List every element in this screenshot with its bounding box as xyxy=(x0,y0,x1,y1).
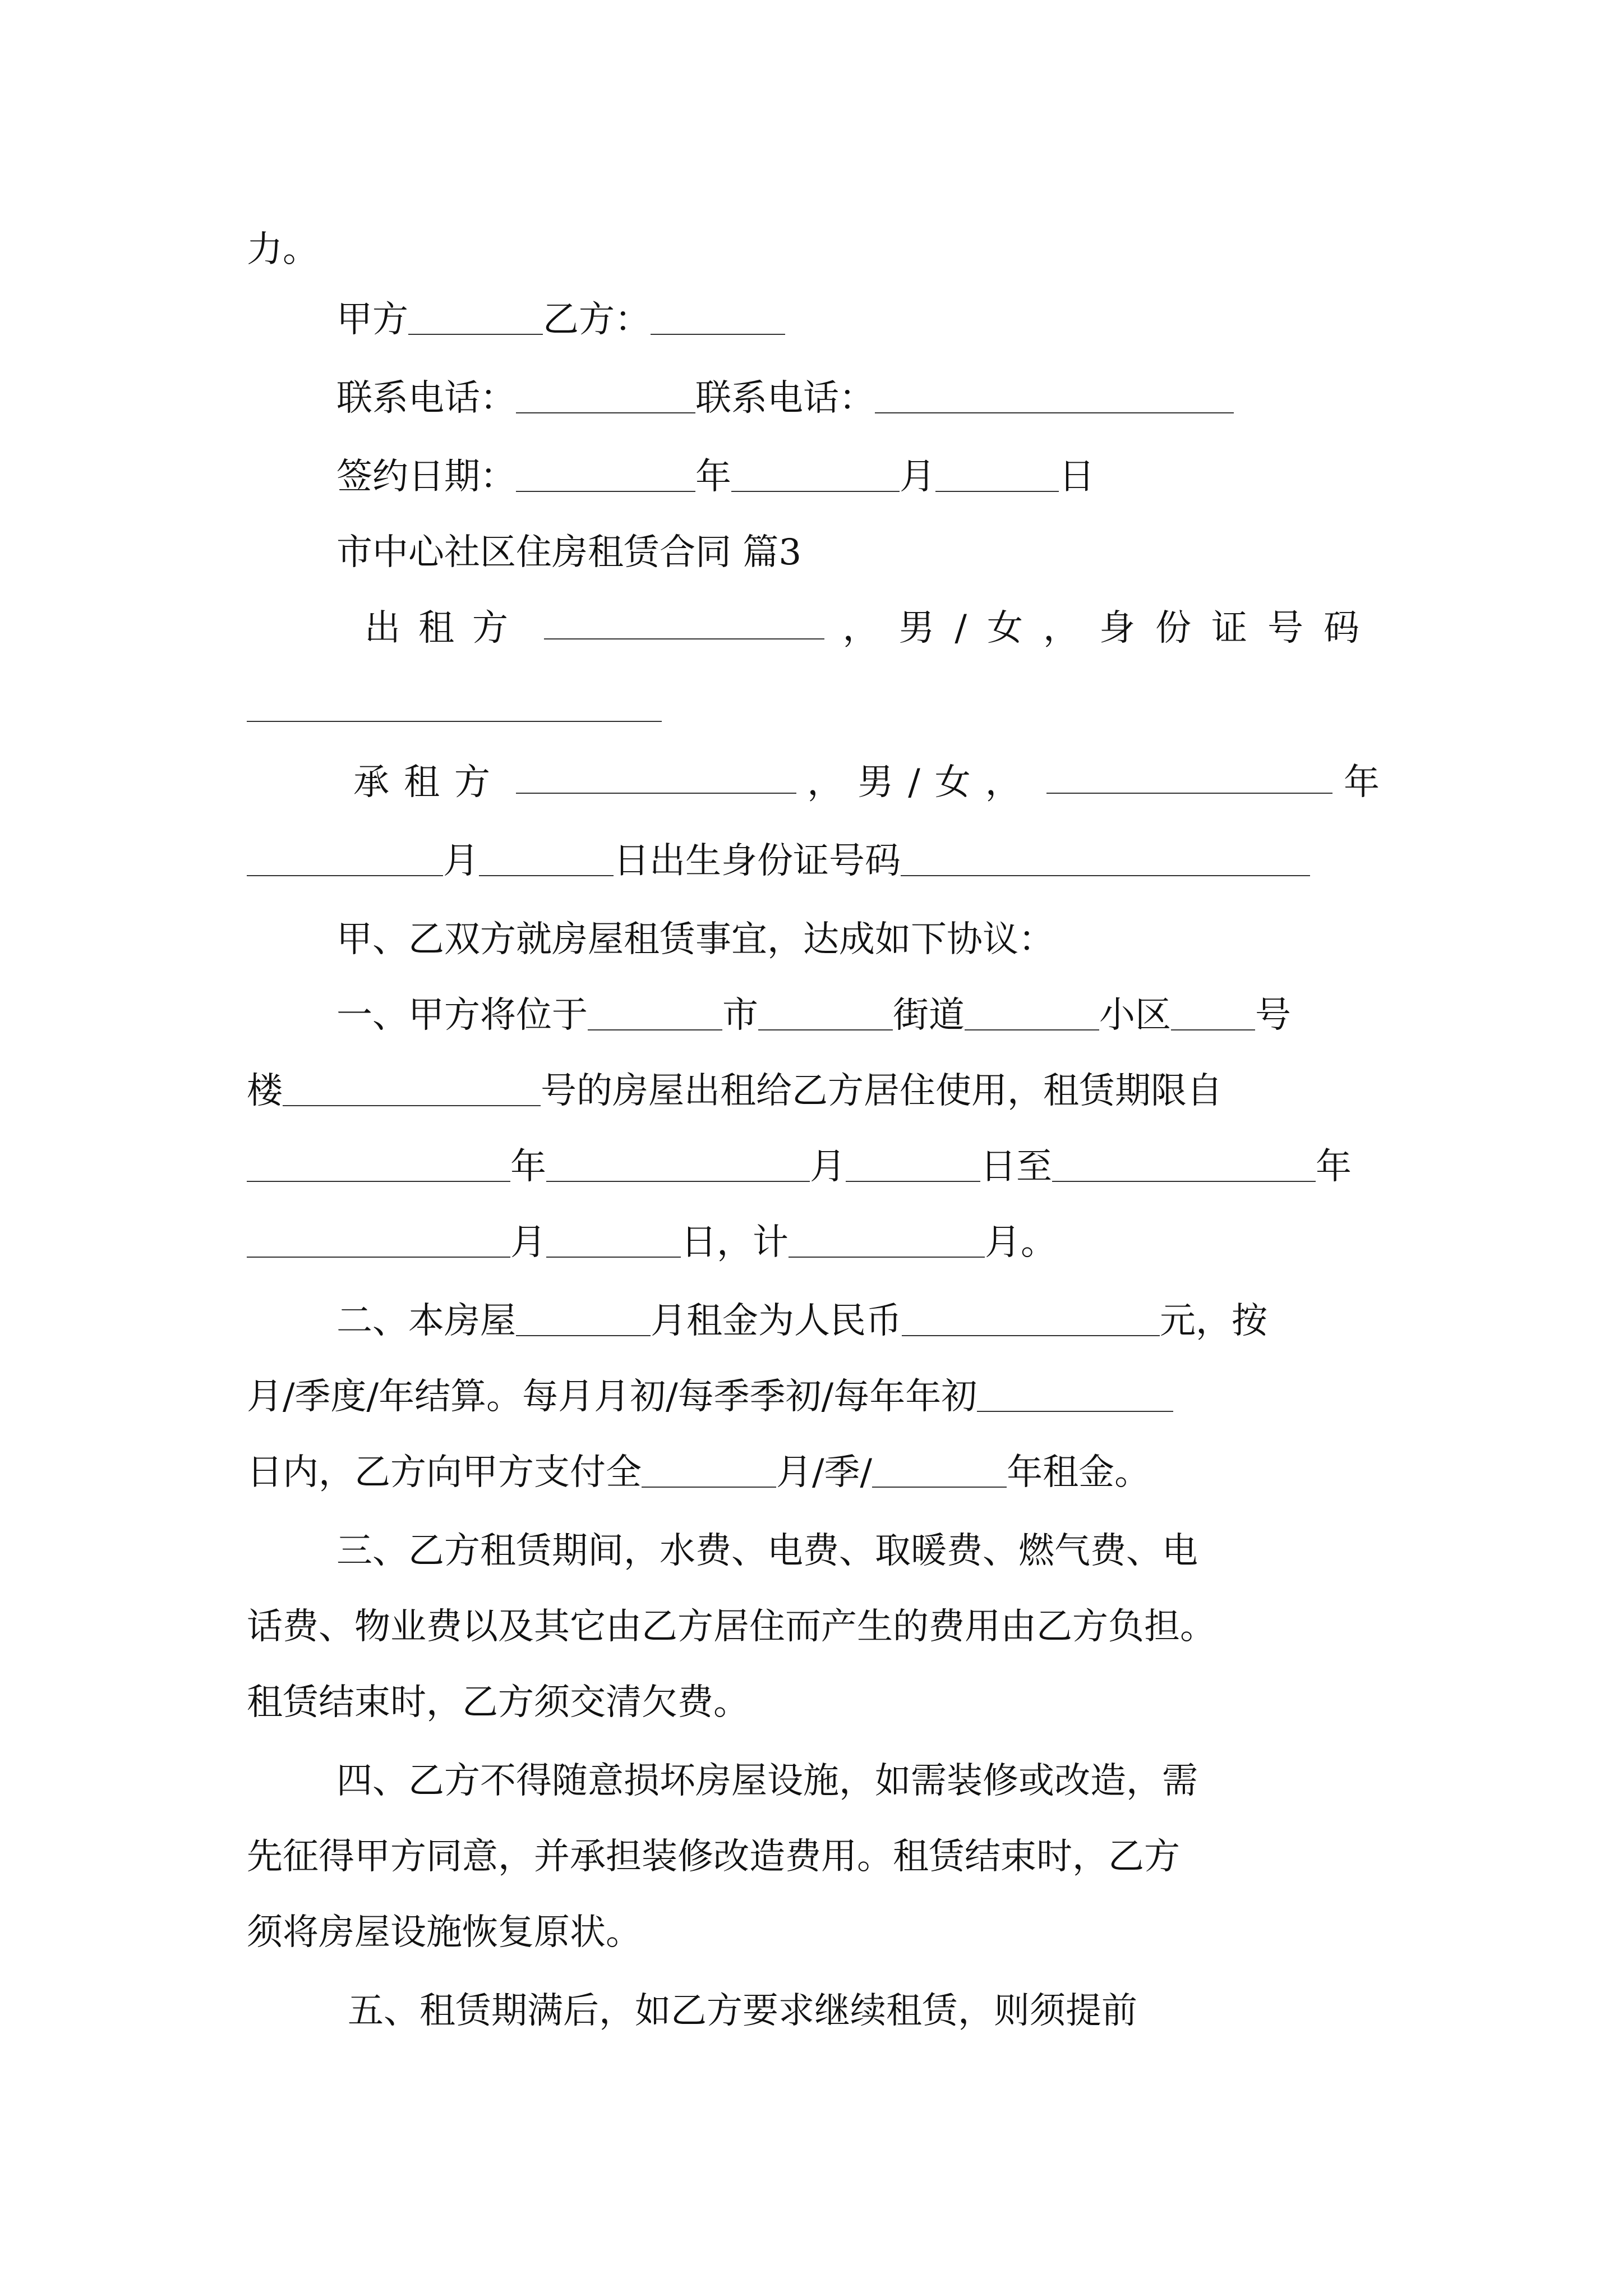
blank-line xyxy=(544,600,824,639)
blank-line xyxy=(758,991,893,1030)
blank-line xyxy=(247,683,662,722)
blank-line xyxy=(935,453,1059,492)
blank-line xyxy=(872,1448,1007,1488)
lessee-line: 承租方 ，男/女， 年 xyxy=(353,754,1380,811)
blank-line xyxy=(1046,754,1332,794)
blank-line xyxy=(516,1297,651,1336)
blank-line xyxy=(546,1218,681,1258)
clause-2: 二、本房屋 月租金为人民币 元，按 xyxy=(336,1293,1380,1349)
blank-line xyxy=(977,1373,1173,1412)
signature-line-parties: 甲方 乙方： xyxy=(336,292,1380,348)
text-line: 须将房屋设施恢复原状。 xyxy=(247,1912,642,1953)
blank-line xyxy=(789,1218,985,1258)
blank-line xyxy=(642,1448,776,1488)
text-line: 楼 号的房屋出租给乙方居住使用，租赁期限自 xyxy=(247,1063,1380,1119)
text-line: 月/季度/年结算。每月月初/每季季初/每年年初 xyxy=(247,1369,1380,1425)
text-line: 先征得甲方同意，并承担装修改造费用。租赁结束时，乙方 xyxy=(247,1836,1180,1878)
blank-line xyxy=(875,374,1234,413)
clause-1: 一、甲方将位于 市 街道 小区 号 xyxy=(336,987,1380,1043)
text-line: 月 日，计 月。 xyxy=(247,1214,1380,1271)
blank-line xyxy=(247,1218,510,1258)
blank-line xyxy=(516,754,796,794)
signature-line-phone: 联系电话： 联系电话： xyxy=(336,370,1380,426)
blank-line xyxy=(731,453,900,492)
blank-line xyxy=(1052,1143,1316,1182)
lessor-line: 出租方 ，男/女，身份证号码 xyxy=(365,600,1380,656)
clause-5: 五、租赁期满后，如乙方要求继续租赁，则须提前 xyxy=(348,1990,1137,2032)
blank-line xyxy=(588,991,722,1030)
blank-line xyxy=(965,991,1099,1030)
blank-line xyxy=(516,453,695,492)
blank-line xyxy=(247,837,443,876)
text-line: 月 日出生身份证号码 xyxy=(247,833,1380,889)
text-line: 话费、物业费以及其它由乙方居住而产生的费用由乙方负担。 xyxy=(247,1606,1216,1648)
blank-line xyxy=(846,1143,980,1182)
blank-line xyxy=(1171,991,1255,1030)
blank-line xyxy=(901,837,1310,876)
text-line: 力。 xyxy=(247,229,319,270)
blank-line xyxy=(479,837,614,876)
clause-3: 三、乙方租赁期间，水费、电费、取暖费、燃气费、电 xyxy=(336,1530,1198,1572)
text-line: 日内，乙方向甲方支付全 月/季/ 年租金。 xyxy=(247,1444,1380,1501)
text-line: 年 月 日至 年 xyxy=(247,1139,1380,1195)
text-line: 甲、乙双方就房屋租赁事宜，达成如下协议： xyxy=(336,919,1054,960)
blank-line xyxy=(516,374,695,413)
blank-line xyxy=(247,1143,510,1182)
signature-line-date: 签约日期： 年 月 日 xyxy=(336,449,1380,505)
blank-line xyxy=(408,296,543,335)
blank-line xyxy=(283,1067,541,1106)
section-heading: 市中心社区住房租赁合同 篇3 xyxy=(336,532,802,573)
blank-line xyxy=(651,296,785,335)
text-line xyxy=(247,679,1380,735)
blank-line xyxy=(902,1297,1160,1336)
text-line: 租赁结束时，乙方须交清欠费。 xyxy=(247,1682,749,1723)
clause-4: 四、乙方不得随意损坏房屋设施，如需装修或改造，需 xyxy=(336,1760,1198,1802)
blank-line xyxy=(546,1143,810,1182)
